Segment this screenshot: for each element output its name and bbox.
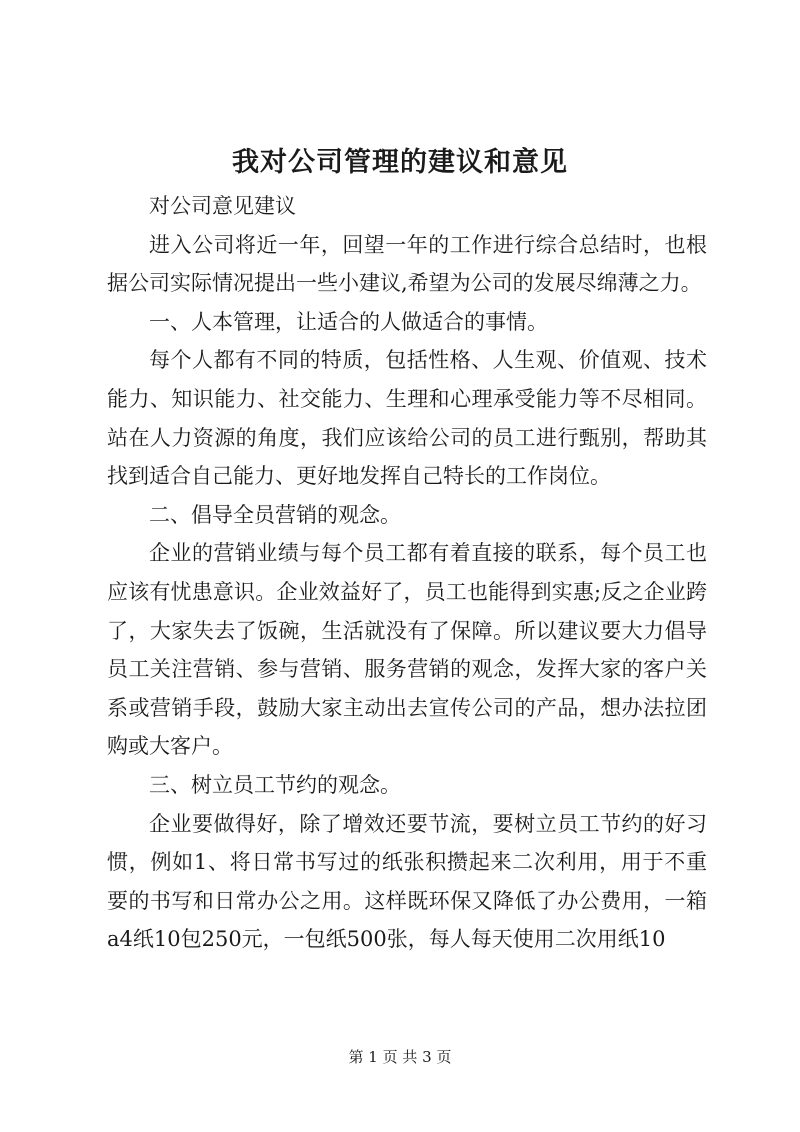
document-title: 我对公司管理的建议和意见 (232, 147, 568, 178)
page-footer: 第 1 页 共 3 页 (348, 1048, 452, 1066)
paragraph-section-2: 企业的营销业绩与每个员工都有着直接的联系，每个员工也应该有忧患意识。企业效益好了，员工也能得到实惠;反之企业跨了，大家失去了饭碗，生活就没有了保障。所以建议要大力倡导员工关注营销、参与营销、服务营销的观念，发挥大家的客户关系或营销手段，鼓励大家主动出去宣传公司的产品，想办法拉团购或大客户。 (107, 541, 707, 759)
paragraph-section-1: 每个人都有不同的特质，包括性格、人生观、价值观、技术能力、知识能力、社交能力、生理和心理承受能力等不尽相同。站在人力资源的角度，我们应该给公司的员工进行甄别，帮助其找到适合自己能力、更好地发挥自己特长的工作岗位。 (107, 348, 707, 489)
document-body (107, 187, 707, 959)
paragraph-section-3: 企业要做得好，除了增效还要节流，要树立员工节约的好习惯，例如1、将日常书写过的纸张积攒起来二次利用，用于不重要的书写和日常办公之用。这样既环保又降低了办公费用，一箱a4纸10包250元，一包纸500张，每人每天使用二次用纸10 (107, 811, 707, 952)
paragraph-intro: 进入公司将近一年，回望一年的工作进行综合总结时，也根据公司实际情况提出一些小建议,希望为公司的发展尽绵薄之力。 (107, 232, 707, 296)
section-heading-3: 三、树立员工节约的观念。 (149, 772, 401, 797)
section-heading-1: 一、人本管理，让适合的人做适合的事情。 (149, 309, 548, 334)
paragraph-heading-opinion: 对公司意见建议 (149, 194, 296, 218)
section-heading-2: 二、倡导全员营销的观念。 (149, 502, 401, 527)
